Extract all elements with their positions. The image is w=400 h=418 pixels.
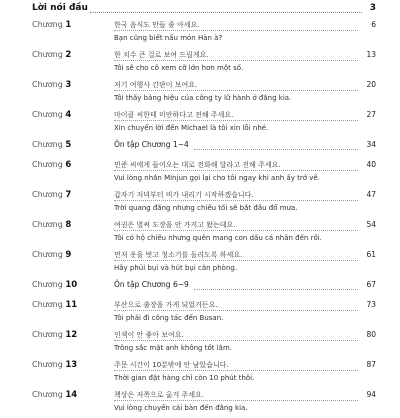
korean-title: 민준 씨에게 들어오는 대로 전화해 달라고 전해 주세요. xyxy=(114,161,281,169)
dot-leader xyxy=(114,30,358,31)
dot-leader xyxy=(114,230,358,231)
chapter-entry xyxy=(32,158,376,188)
dot-leader xyxy=(90,12,362,13)
chapter-entry xyxy=(32,328,376,358)
dot-leader xyxy=(114,370,358,371)
chapter-entry xyxy=(32,78,376,108)
vietnamese-title: Hãy phủi bụi và hút bụi căn phòng. xyxy=(114,264,238,272)
vietnamese-title: Trông sắc mặt anh không tốt lắm. xyxy=(114,344,232,352)
page-number: 34 xyxy=(366,140,376,149)
chapter-number: 4 xyxy=(65,110,72,120)
chapter-label xyxy=(32,20,100,30)
chapter-number: 5 xyxy=(65,140,72,150)
page-number: 54 xyxy=(366,220,376,229)
chapter-label xyxy=(32,330,100,340)
chapter-entry xyxy=(32,188,376,218)
front-matter-page: 3 xyxy=(369,3,376,13)
chapter-entry xyxy=(32,248,376,278)
vietnamese-title: Tôi có hộ chiếu nhưng quên mang con dấu cá nhân đến rồi. xyxy=(114,234,322,242)
dot-leader xyxy=(114,90,358,91)
korean-title: 인색이 안 좋아 보여요. xyxy=(114,331,184,339)
chapter-word: Chương xyxy=(32,250,63,259)
vietnamese-title: Thời gian đặt hàng chỉ còn 10 phút thôi. xyxy=(114,374,255,382)
korean-title: 마이클 씨한테 미안하다고 전해 주세요. xyxy=(114,111,234,119)
chapter-number: 12 xyxy=(65,330,78,340)
vietnamese-title: Xin chuyển lời đến Michael là tôi xin lỗi nhé. xyxy=(114,124,269,132)
vietnamese-title: Tôi thấy bảng hiệu của công ty lữ hành ở đằng kia. xyxy=(114,94,292,102)
korean-title: 먼저 옷을 벗고 청소기를 돌리도록 하세요. xyxy=(114,251,243,259)
korean-title: 저기 여행사 간판이 보여요. xyxy=(114,81,198,89)
dot-leader xyxy=(114,120,358,121)
korean-title: 책상은 저쪽으로 옮겨 주세요. xyxy=(114,391,205,399)
chapter-number: 3 xyxy=(65,80,72,90)
page-number: 87 xyxy=(366,360,376,369)
chapter-entry xyxy=(32,108,376,138)
chapter-word: Chương xyxy=(32,50,63,59)
chapter-label xyxy=(32,390,100,400)
dot-leader xyxy=(114,170,358,171)
dot-leader xyxy=(194,149,358,150)
vietnamese-title: Vui lòng nhắn Minjun gọi lại cho tôi ngay khi anh ấy trở về. xyxy=(114,174,320,182)
chapter-label xyxy=(32,160,100,170)
page-number: 13 xyxy=(366,50,376,59)
chapter-number: 2 xyxy=(65,50,72,60)
korean-title: 주문 시간이 10분밖에 안 남았습니다. xyxy=(114,361,229,369)
review-title: Ôn tập Chương 1~4 xyxy=(114,140,189,149)
chapter-word: Chương xyxy=(32,140,63,149)
page-number: 20 xyxy=(366,80,376,89)
chapter-word: Chương xyxy=(32,190,63,199)
chapter-label xyxy=(32,280,100,290)
dot-leader xyxy=(114,310,358,311)
chapter-word: Chương xyxy=(32,280,63,289)
chapter-label xyxy=(32,140,100,150)
chapter-label xyxy=(32,80,100,90)
vietnamese-title: Tôi phải đi công tác đến Busan. xyxy=(114,314,224,322)
page-number: 73 xyxy=(366,300,376,309)
chapter-label xyxy=(32,50,100,60)
chapter-entry xyxy=(32,358,376,388)
review-entry xyxy=(32,278,376,298)
chapter-entry xyxy=(32,218,376,248)
chapter-label xyxy=(32,110,100,120)
chapter-entry xyxy=(32,18,376,48)
vietnamese-title: Vui lòng chuyển cái bàn đến đằng kia. xyxy=(114,404,248,412)
chapter-number: 9 xyxy=(65,250,72,260)
page-number: 47 xyxy=(366,190,376,199)
dot-leader xyxy=(114,400,358,401)
korean-title: 갑자기 저녁부터 비가 내리기 시작하겠습니다. xyxy=(114,191,254,199)
chapter-number: 6 xyxy=(65,160,72,170)
korean-title: 한 치수 큰 걸로 보여 드릴게요. xyxy=(114,51,209,59)
front-matter-entry xyxy=(32,0,376,17)
review-title: Ôn tập Chương 6~9 xyxy=(114,280,189,289)
korean-title: 부산으로 출장을 가게 되었거든요. xyxy=(114,301,218,309)
page-number: 80 xyxy=(366,330,376,339)
review-entry xyxy=(32,138,376,158)
chapter-word: Chương xyxy=(32,80,63,89)
front-matter-title: Lời nói đầu xyxy=(32,3,88,13)
chapter-word: Chương xyxy=(32,330,63,339)
page-number: 40 xyxy=(366,160,376,169)
chapter-word: Chương xyxy=(32,300,63,309)
chapter-number: 8 xyxy=(65,220,72,230)
chapter-number: 14 xyxy=(65,390,78,400)
dot-leader xyxy=(114,200,358,201)
page-number: 94 xyxy=(366,390,376,399)
chapter-number: 1 xyxy=(65,20,72,30)
korean-title: 여권은 벌써 도장을 안 가지고 왔는데요. xyxy=(114,221,236,229)
chapter-label xyxy=(32,360,100,370)
chapter-number: 10 xyxy=(65,280,78,290)
chapter-number: 11 xyxy=(65,300,78,310)
page-number: 67 xyxy=(366,280,376,289)
chapter-entry xyxy=(32,298,376,328)
korean-title: 한국 음식도 만들 줄 아세요. xyxy=(114,21,200,29)
page-number: 61 xyxy=(366,250,376,259)
dot-leader xyxy=(114,340,358,341)
vietnamese-title: Tôi sẽ cho cô xem cỡ lớn hơn một số. xyxy=(114,64,244,72)
chapter-word: Chương xyxy=(32,20,63,29)
chapter-number: 7 xyxy=(65,190,72,200)
dot-leader xyxy=(194,289,358,290)
vietnamese-title: Trời quang đãng nhưng chiều tối sẽ bắt đầu đổ mưa. xyxy=(114,204,298,212)
chapter-word: Chương xyxy=(32,360,63,369)
chapter-label xyxy=(32,190,100,200)
table-of-contents xyxy=(32,18,376,418)
vietnamese-title: Bạn cũng biết nấu món Hàn à? xyxy=(114,34,223,42)
page-number: 6 xyxy=(371,20,376,29)
dot-leader xyxy=(114,260,358,261)
chapter-word: Chương xyxy=(32,160,63,169)
chapter-number: 13 xyxy=(65,360,78,370)
page-number: 27 xyxy=(366,110,376,119)
dot-leader xyxy=(114,60,358,61)
chapter-word: Chương xyxy=(32,390,63,399)
chapter-entry xyxy=(32,48,376,78)
chapter-label xyxy=(32,250,100,260)
chapter-label xyxy=(32,300,100,310)
chapter-word: Chương xyxy=(32,220,63,229)
chapter-label xyxy=(32,220,100,230)
chapter-entry xyxy=(32,388,376,418)
chapter-word: Chương xyxy=(32,110,63,119)
